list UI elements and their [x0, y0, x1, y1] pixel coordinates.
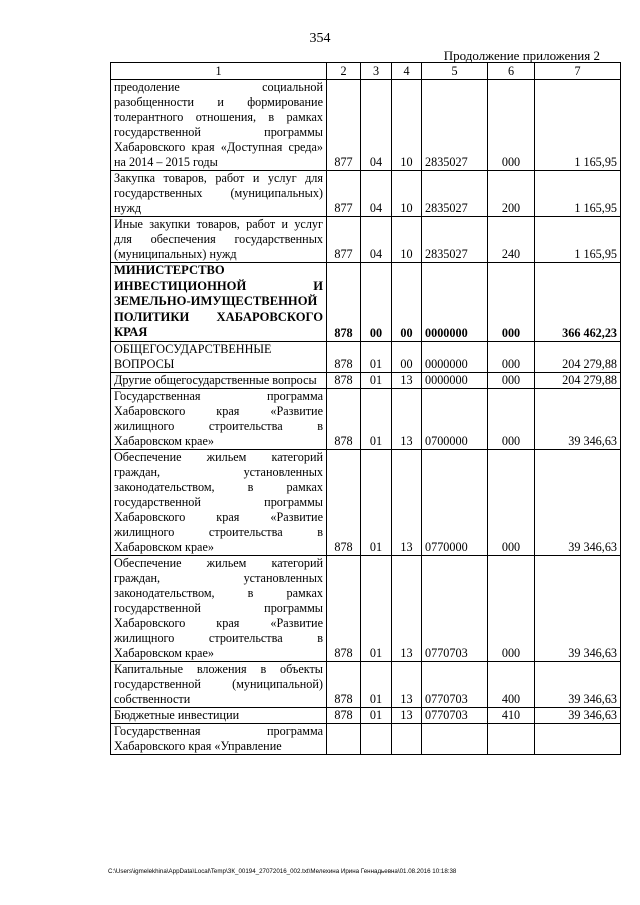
table-row [111, 661, 621, 707]
cell-amount: 204 279,88 [535, 341, 621, 372]
cell-expense-type: 240 [488, 217, 535, 263]
cell-target-article: 0000000 [422, 341, 488, 372]
table-row [111, 388, 621, 449]
appendix-continuation-note: Продолжение приложения 2 [443, 48, 600, 63]
cell-grbs: 878 [327, 661, 361, 707]
cell-section: 01 [361, 388, 392, 449]
page-number: 354 [309, 31, 331, 46]
row-name: Другие общегосударственные вопросы [111, 372, 327, 388]
column-header: 5 [422, 63, 488, 80]
cell-amount: 39 346,63 [535, 555, 621, 661]
row-name: преодоление социальной разобщенности и формирование толерантного отношения, в рамках государственной программы Хабаровского края «Доступная среда» на 2014 – 2015 годы [111, 80, 327, 171]
cell-target-article: 0770703 [422, 555, 488, 661]
cell-grbs: 878 [327, 449, 361, 555]
cell-section: 01 [361, 707, 392, 723]
cell-section: 01 [361, 372, 392, 388]
cell-subsection: 00 [392, 341, 422, 372]
cell-amount [535, 723, 621, 754]
cell-section [361, 723, 392, 754]
cell-amount: 204 279,88 [535, 372, 621, 388]
cell-amount: 1 165,95 [535, 80, 621, 171]
cell-expense-type: 000 [488, 555, 535, 661]
row-name: МИНИСТЕРСТВО ИНВЕСТИЦИОННОЙ И ЗЕМЕЛЬНО-ИМУЩЕСТВЕННОЙ ПОЛИТИКИ ХАБАРОВСКОГО КРАЯ [111, 263, 327, 342]
cell-section: 04 [361, 171, 392, 217]
row-name: Государственная программа Хабаровского края «Управление [111, 723, 327, 754]
cell-amount: 39 346,63 [535, 707, 621, 723]
cell-target-article: 0770703 [422, 707, 488, 723]
cell-expense-type: 000 [488, 341, 535, 372]
cell-grbs: 877 [327, 217, 361, 263]
cell-grbs [327, 723, 361, 754]
column-header: 1 [111, 63, 327, 80]
row-name: Государственная программа Хабаровского края «Развитие жилищного строительства в Хабаровском крае» [111, 388, 327, 449]
column-header: 4 [392, 63, 422, 80]
cell-subsection: 13 [392, 707, 422, 723]
cell-section: 04 [361, 217, 392, 263]
column-header: 7 [535, 63, 621, 80]
cell-grbs: 878 [327, 388, 361, 449]
cell-subsection: 13 [392, 555, 422, 661]
cell-subsection: 10 [392, 80, 422, 171]
budget-table [110, 62, 621, 755]
cell-grbs: 878 [327, 341, 361, 372]
cell-target-article: 2835027 [422, 80, 488, 171]
table-row [111, 723, 621, 754]
cell-grbs: 878 [327, 555, 361, 661]
cell-amount: 366 462,23 [535, 263, 621, 342]
cell-expense-type: 000 [488, 372, 535, 388]
cell-grbs: 878 [327, 707, 361, 723]
table-row [111, 449, 621, 555]
row-name: Обеспечение жильем категорий граждан, установленных законодательством, в рамках государственной программы Хабаровского края «Развитие жилищного строительства в Хабаровском крае» [111, 555, 327, 661]
table-row [111, 707, 621, 723]
row-name: Обеспечение жильем категорий граждан, установленных законодательством, в рамках государственной программы Хабаровского края «Развитие жилищного строительства в Хабаровском крае» [111, 449, 327, 555]
cell-subsection: 10 [392, 171, 422, 217]
cell-subsection: 10 [392, 217, 422, 263]
cell-expense-type: 000 [488, 80, 535, 171]
column-header: 3 [361, 63, 392, 80]
table-row [111, 555, 621, 661]
table-row [111, 217, 621, 263]
cell-grbs: 877 [327, 80, 361, 171]
cell-subsection: 00 [392, 263, 422, 342]
cell-section: 04 [361, 80, 392, 171]
cell-subsection [392, 723, 422, 754]
cell-target-article: 0700000 [422, 388, 488, 449]
table-row [111, 372, 621, 388]
row-name: Бюджетные инвестиции [111, 707, 327, 723]
cell-amount: 1 165,95 [535, 171, 621, 217]
cell-expense-type: 200 [488, 171, 535, 217]
cell-section: 01 [361, 341, 392, 372]
cell-expense-type: 000 [488, 449, 535, 555]
column-header: 2 [327, 63, 361, 80]
cell-section: 01 [361, 449, 392, 555]
row-name: Закупка товаров, работ и услуг для государственных (муниципальных) нужд [111, 171, 327, 217]
cell-amount: 39 346,63 [535, 449, 621, 555]
cell-section: 00 [361, 263, 392, 342]
cell-amount: 39 346,63 [535, 661, 621, 707]
table-row [111, 80, 621, 171]
cell-target-article: 0000000 [422, 263, 488, 342]
cell-subsection: 13 [392, 372, 422, 388]
cell-target-article: 2835027 [422, 217, 488, 263]
row-name: Капитальные вложения в объекты государственной (муниципальной) собственности [111, 661, 327, 707]
row-name: ОБЩЕГОСУДАРСТВЕННЫЕ ВОПРОСЫ [111, 341, 327, 372]
cell-target-article [422, 723, 488, 754]
cell-expense-type: 000 [488, 263, 535, 342]
row-name: Иные закупки товаров, работ и услуг для обеспечения государственных (муниципальных) нужд [111, 217, 327, 263]
cell-subsection: 13 [392, 449, 422, 555]
cell-section: 01 [361, 555, 392, 661]
cell-amount: 1 165,95 [535, 217, 621, 263]
file-path-footer: C:\Users\igmelekhina\AppData\Local\Temp\ЗК_00194_27072016_002.txt\Мелехина Ирина Геннадьевна\01.08.2016 10:18:38 [108, 868, 457, 875]
cell-grbs: 877 [327, 171, 361, 217]
cell-grbs: 878 [327, 263, 361, 342]
cell-section: 01 [361, 661, 392, 707]
cell-expense-type: 000 [488, 388, 535, 449]
column-header: 6 [488, 63, 535, 80]
table-header-row [111, 63, 621, 80]
cell-subsection: 13 [392, 661, 422, 707]
cell-expense-type: 410 [488, 707, 535, 723]
cell-target-article: 0000000 [422, 372, 488, 388]
cell-target-article: 0770000 [422, 449, 488, 555]
table-row-ministry [111, 263, 621, 342]
cell-target-article: 0770703 [422, 661, 488, 707]
cell-grbs: 878 [327, 372, 361, 388]
cell-amount: 39 346,63 [535, 388, 621, 449]
cell-expense-type [488, 723, 535, 754]
cell-subsection: 13 [392, 388, 422, 449]
table-row [111, 171, 621, 217]
table-row [111, 341, 621, 372]
cell-expense-type: 400 [488, 661, 535, 707]
cell-target-article: 2835027 [422, 171, 488, 217]
